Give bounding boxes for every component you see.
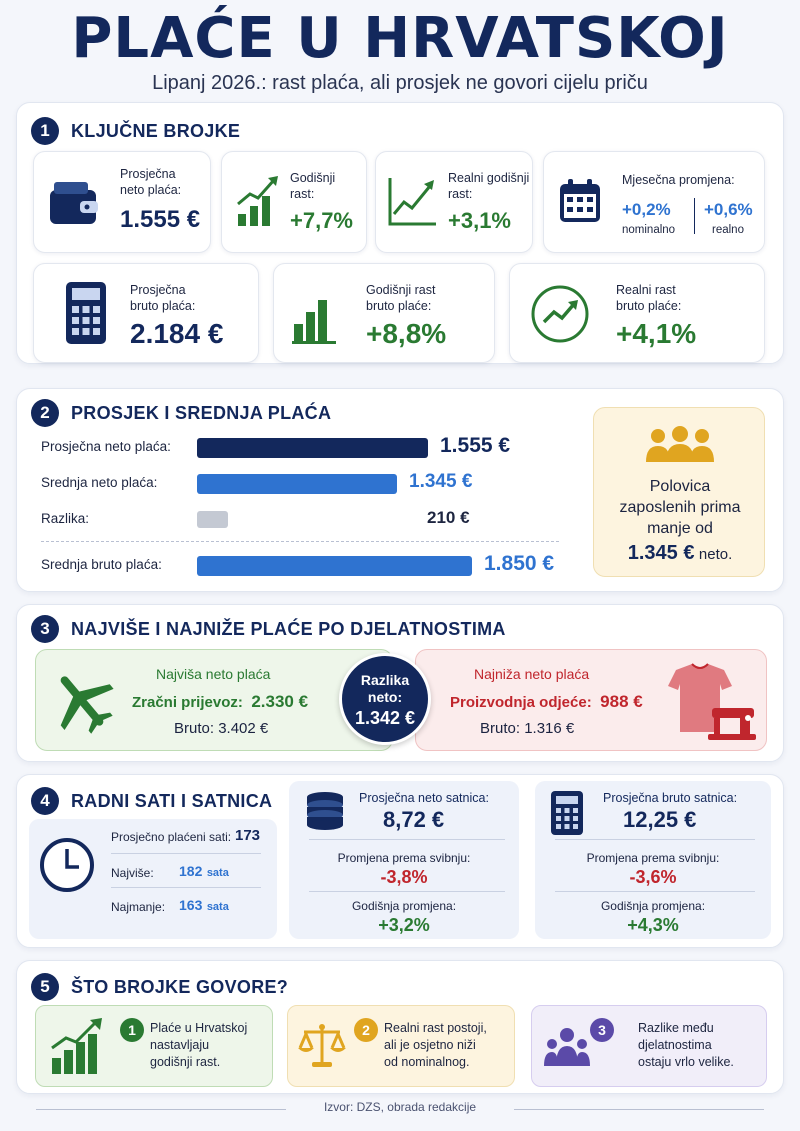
hours-min-label: Najmanje:: [111, 900, 166, 914]
lowest-value: 988 €: [600, 692, 643, 711]
gross-mom-value: -3,6%: [629, 867, 677, 887]
lowest-salary-box: [415, 649, 767, 751]
card-value: +3,1%: [448, 208, 511, 233]
gross-yoy-value: +4,3%: [627, 915, 679, 935]
lowest-heading-a: Najniža: [474, 666, 521, 682]
gross-yoy-label: Godišnja promjena:: [600, 899, 706, 913]
card-value: +8,8%: [366, 318, 447, 349]
lowest-heading: [474, 666, 589, 682]
section-number: 4: [31, 787, 59, 815]
net-yoy-value: +3,2%: [378, 915, 430, 935]
airplane-icon: [48, 668, 116, 734]
takeaway-card: [287, 1005, 515, 1087]
hours-avg-label: Prosječno plaćeni sati:: [111, 830, 232, 844]
highest-heading: Najviša neto plaća: [156, 666, 271, 682]
callout-line2: zaposlenih prima: [619, 499, 741, 516]
card-label-line1: Prosječna: [130, 283, 186, 297]
section-header: [31, 399, 331, 427]
card-label-line1: Godišnji: [290, 171, 336, 185]
hours-panel: [29, 819, 277, 939]
lowest-gross-value: 1.316 €: [524, 720, 575, 737]
card-label-line2: bruto plaće:: [616, 299, 682, 313]
takeaway-line1: Plaće u Hrvatskoj: [150, 1021, 248, 1035]
callout-value: 1.345 €: [627, 542, 695, 564]
bar-avg-net: [197, 438, 428, 458]
section-number: 3: [31, 615, 59, 643]
bar-value: 1.345 €: [409, 471, 473, 492]
takeaway-line1: Razlike među: [638, 1021, 714, 1035]
section-industries: [16, 604, 784, 762]
section-header: [31, 973, 288, 1001]
net-mom-label: Promjena prema svibnju:: [337, 851, 471, 865]
hours-max-line: [179, 863, 229, 881]
tshirt-sewing-machine-icon: [662, 662, 758, 742]
takeaway-line1: Realni rast postoji,: [384, 1021, 487, 1035]
card-label-line2: rast:: [290, 187, 315, 201]
takeaway-line3: ostaju vrlo velike.: [638, 1055, 734, 1069]
card-label-line1: Godišnji rast: [366, 283, 436, 297]
hours-min-line: [179, 897, 229, 915]
lowest-gross-line: [480, 720, 574, 737]
takeaway-line2: djelatnostima: [638, 1038, 712, 1052]
calculator-icon: [66, 282, 106, 344]
bar-row: [41, 473, 581, 495]
hours-avg-value: 173: [235, 827, 261, 844]
card-label-line2: rast:: [448, 187, 473, 201]
section-title: NAJVIŠE I NAJNIŽE PLAĆE PO DJELATNOSTIMA: [71, 618, 506, 639]
takeaway-number: 2: [354, 1018, 378, 1042]
net-hourly-panel: [289, 781, 519, 939]
takeaway-line2: nastavljaju: [150, 1038, 210, 1052]
hours-min-unit: sata: [206, 901, 229, 913]
card-label-line2: bruto plaća:: [130, 299, 196, 313]
section-key-figures: [16, 102, 784, 364]
section-title: ŠTO BROJKE GOVORE?: [71, 976, 289, 997]
highest-gross-line: [174, 720, 268, 737]
monthly-real-value: +0,6%: [704, 200, 753, 219]
divider: [555, 839, 755, 840]
lowest-sector: Proizvodnja odjeće:: [450, 694, 592, 711]
card-value: 1.555 €: [120, 206, 201, 233]
section-number: 1: [31, 117, 59, 145]
takeaway-card: [35, 1005, 273, 1087]
bar-difference: [197, 511, 228, 528]
bar-row: [41, 552, 581, 577]
hours-max-value: 182: [179, 863, 203, 879]
divider: [41, 541, 559, 542]
divider: [309, 891, 505, 892]
bar-value: 1.850 €: [484, 552, 555, 575]
hours-max-label: Najviše:: [111, 866, 154, 880]
calculator-icon: [551, 791, 583, 835]
section-average-median: [16, 388, 784, 592]
card-label-line2: neto plaća:: [120, 183, 182, 197]
takeaway-number: 3: [590, 1018, 614, 1042]
trend-circle-icon: [530, 284, 590, 344]
scales-icon: [298, 1022, 346, 1070]
difference-line1: Razlika: [360, 672, 410, 688]
callout-line3: manje od: [647, 520, 713, 537]
calendar-icon: [558, 178, 602, 224]
bar-label: Srednja neto plaća:: [41, 475, 158, 490]
highest-value: 2.330 €: [251, 692, 309, 711]
stat-card-avg-net: [33, 151, 211, 253]
gross-mom-label: Promjena prema svibnju:: [586, 851, 720, 865]
difference-line2: neto:: [367, 689, 403, 705]
takeaway-card: [531, 1005, 767, 1087]
median-callout: [593, 407, 765, 577]
people-group-icon: [644, 426, 716, 464]
net-yoy-label: Godišnja promjena:: [351, 899, 457, 913]
bar-row: [41, 509, 581, 531]
monthly-real-label: realno: [712, 224, 744, 236]
coins-icon: [301, 791, 351, 831]
lowest-sector-line: [450, 692, 643, 712]
section-title: RADNI SATI I SATNICA: [71, 790, 273, 811]
card-value: +4,1%: [616, 318, 697, 349]
stat-card-annual-gross-growth: [273, 263, 495, 363]
card-label-line1: Prosječna: [120, 167, 176, 181]
section-hours-rates: [16, 774, 784, 948]
divider: [111, 853, 261, 854]
gross-hourly-panel: [535, 781, 771, 939]
bar-median-gross: [197, 556, 472, 576]
net-hourly-value: 8,72 €: [383, 807, 445, 832]
hours-min-value: 163: [179, 897, 203, 913]
highest-sector: Zračni prijevoz:: [132, 694, 243, 711]
divider: [111, 887, 261, 888]
highest-gross-label: Bruto:: [174, 720, 215, 737]
card-value: 2.184 €: [130, 318, 224, 349]
gross-hourly-title: Prosječna bruto satnica:: [603, 791, 738, 805]
section-number: 5: [31, 973, 59, 1001]
gross-hourly-value: 12,25 €: [623, 807, 697, 832]
monthly-nominal-label: nominalno: [622, 224, 676, 236]
difference-value: 1.342 €: [354, 708, 416, 728]
callout-line1: Polovica: [649, 478, 711, 495]
bar-label: Srednja bruto plaća:: [41, 557, 162, 572]
hours-max-unit: sata: [206, 867, 229, 879]
monthly-nominal-value: +0,2%: [622, 200, 671, 219]
net-mom-value: -3,8%: [380, 867, 428, 887]
section-header: [31, 615, 506, 643]
takeaway-line2: ali je osjetno niži: [384, 1038, 476, 1052]
card-label-line1: Realni rast: [616, 283, 676, 297]
wallet-icon: [46, 178, 102, 228]
page-title: PLAĆE U HRVATSKOJ: [71, 6, 729, 71]
bar-median-net: [197, 474, 397, 494]
highest-gross-value: 3.402 €: [218, 720, 269, 737]
divider: [694, 198, 695, 234]
divider: [309, 839, 505, 840]
bar-chart-up-icon: [234, 174, 280, 230]
stat-card-monthly-change: [543, 151, 765, 253]
divider: [555, 891, 755, 892]
lowest-gross-label: Bruto:: [480, 720, 521, 737]
clock-icon: [39, 835, 95, 895]
bar-row: [41, 434, 581, 459]
stat-card-real-gross-growth: [509, 263, 765, 363]
bar-label: Razlika:: [41, 511, 90, 526]
card-label-line1: Realni godišnji: [448, 171, 530, 185]
takeaway-line3: od nominalnog.: [384, 1055, 470, 1069]
growth-chart-icon: [50, 1018, 104, 1076]
people-group-icon: [544, 1026, 590, 1066]
footer-rule-right: [514, 1109, 764, 1110]
net-hourly-title: Prosječna neto satnica:: [359, 791, 489, 805]
section-header: [31, 117, 240, 145]
card-value: +7,7%: [290, 208, 353, 233]
section-number: 2: [31, 399, 59, 427]
bar-chart-icon: [292, 288, 338, 344]
section-title: KLJUČNE BROJKE: [71, 120, 241, 141]
section-header: [31, 787, 272, 815]
bar-value: 210 €: [427, 508, 470, 527]
callout-value-line: [594, 542, 766, 565]
takeaway-line3: godišnji rast.: [150, 1055, 221, 1069]
bar-value: 1.555 €: [440, 434, 511, 457]
bar-label: Prosječna neto plaća:: [41, 439, 171, 454]
line-chart-up-icon: [386, 174, 438, 228]
highest-sector-line: [132, 692, 308, 712]
section-takeaways: [16, 960, 784, 1094]
difference-badge: [339, 653, 431, 745]
stat-card-avg-gross: [33, 263, 259, 363]
card-label-line2: bruto plaće:: [366, 299, 432, 313]
stat-card-annual-growth: [221, 151, 367, 253]
source-note: Izvor: DZS, obrada redakcije: [323, 1100, 477, 1114]
section-title: PROSJEK I SREDNJA PLAĆA: [71, 402, 332, 423]
takeaway-number: 1: [120, 1018, 144, 1042]
callout-suffix: neto.: [698, 546, 733, 563]
page-subtitle: Lipanj 2026.: rast plaća, ali prosjek ne govori cijelu priču: [152, 72, 648, 94]
stat-card-real-growth: [375, 151, 533, 253]
card-label: Mjesečna promjena:: [622, 173, 735, 187]
lowest-heading-b: neto plaća: [524, 666, 590, 682]
